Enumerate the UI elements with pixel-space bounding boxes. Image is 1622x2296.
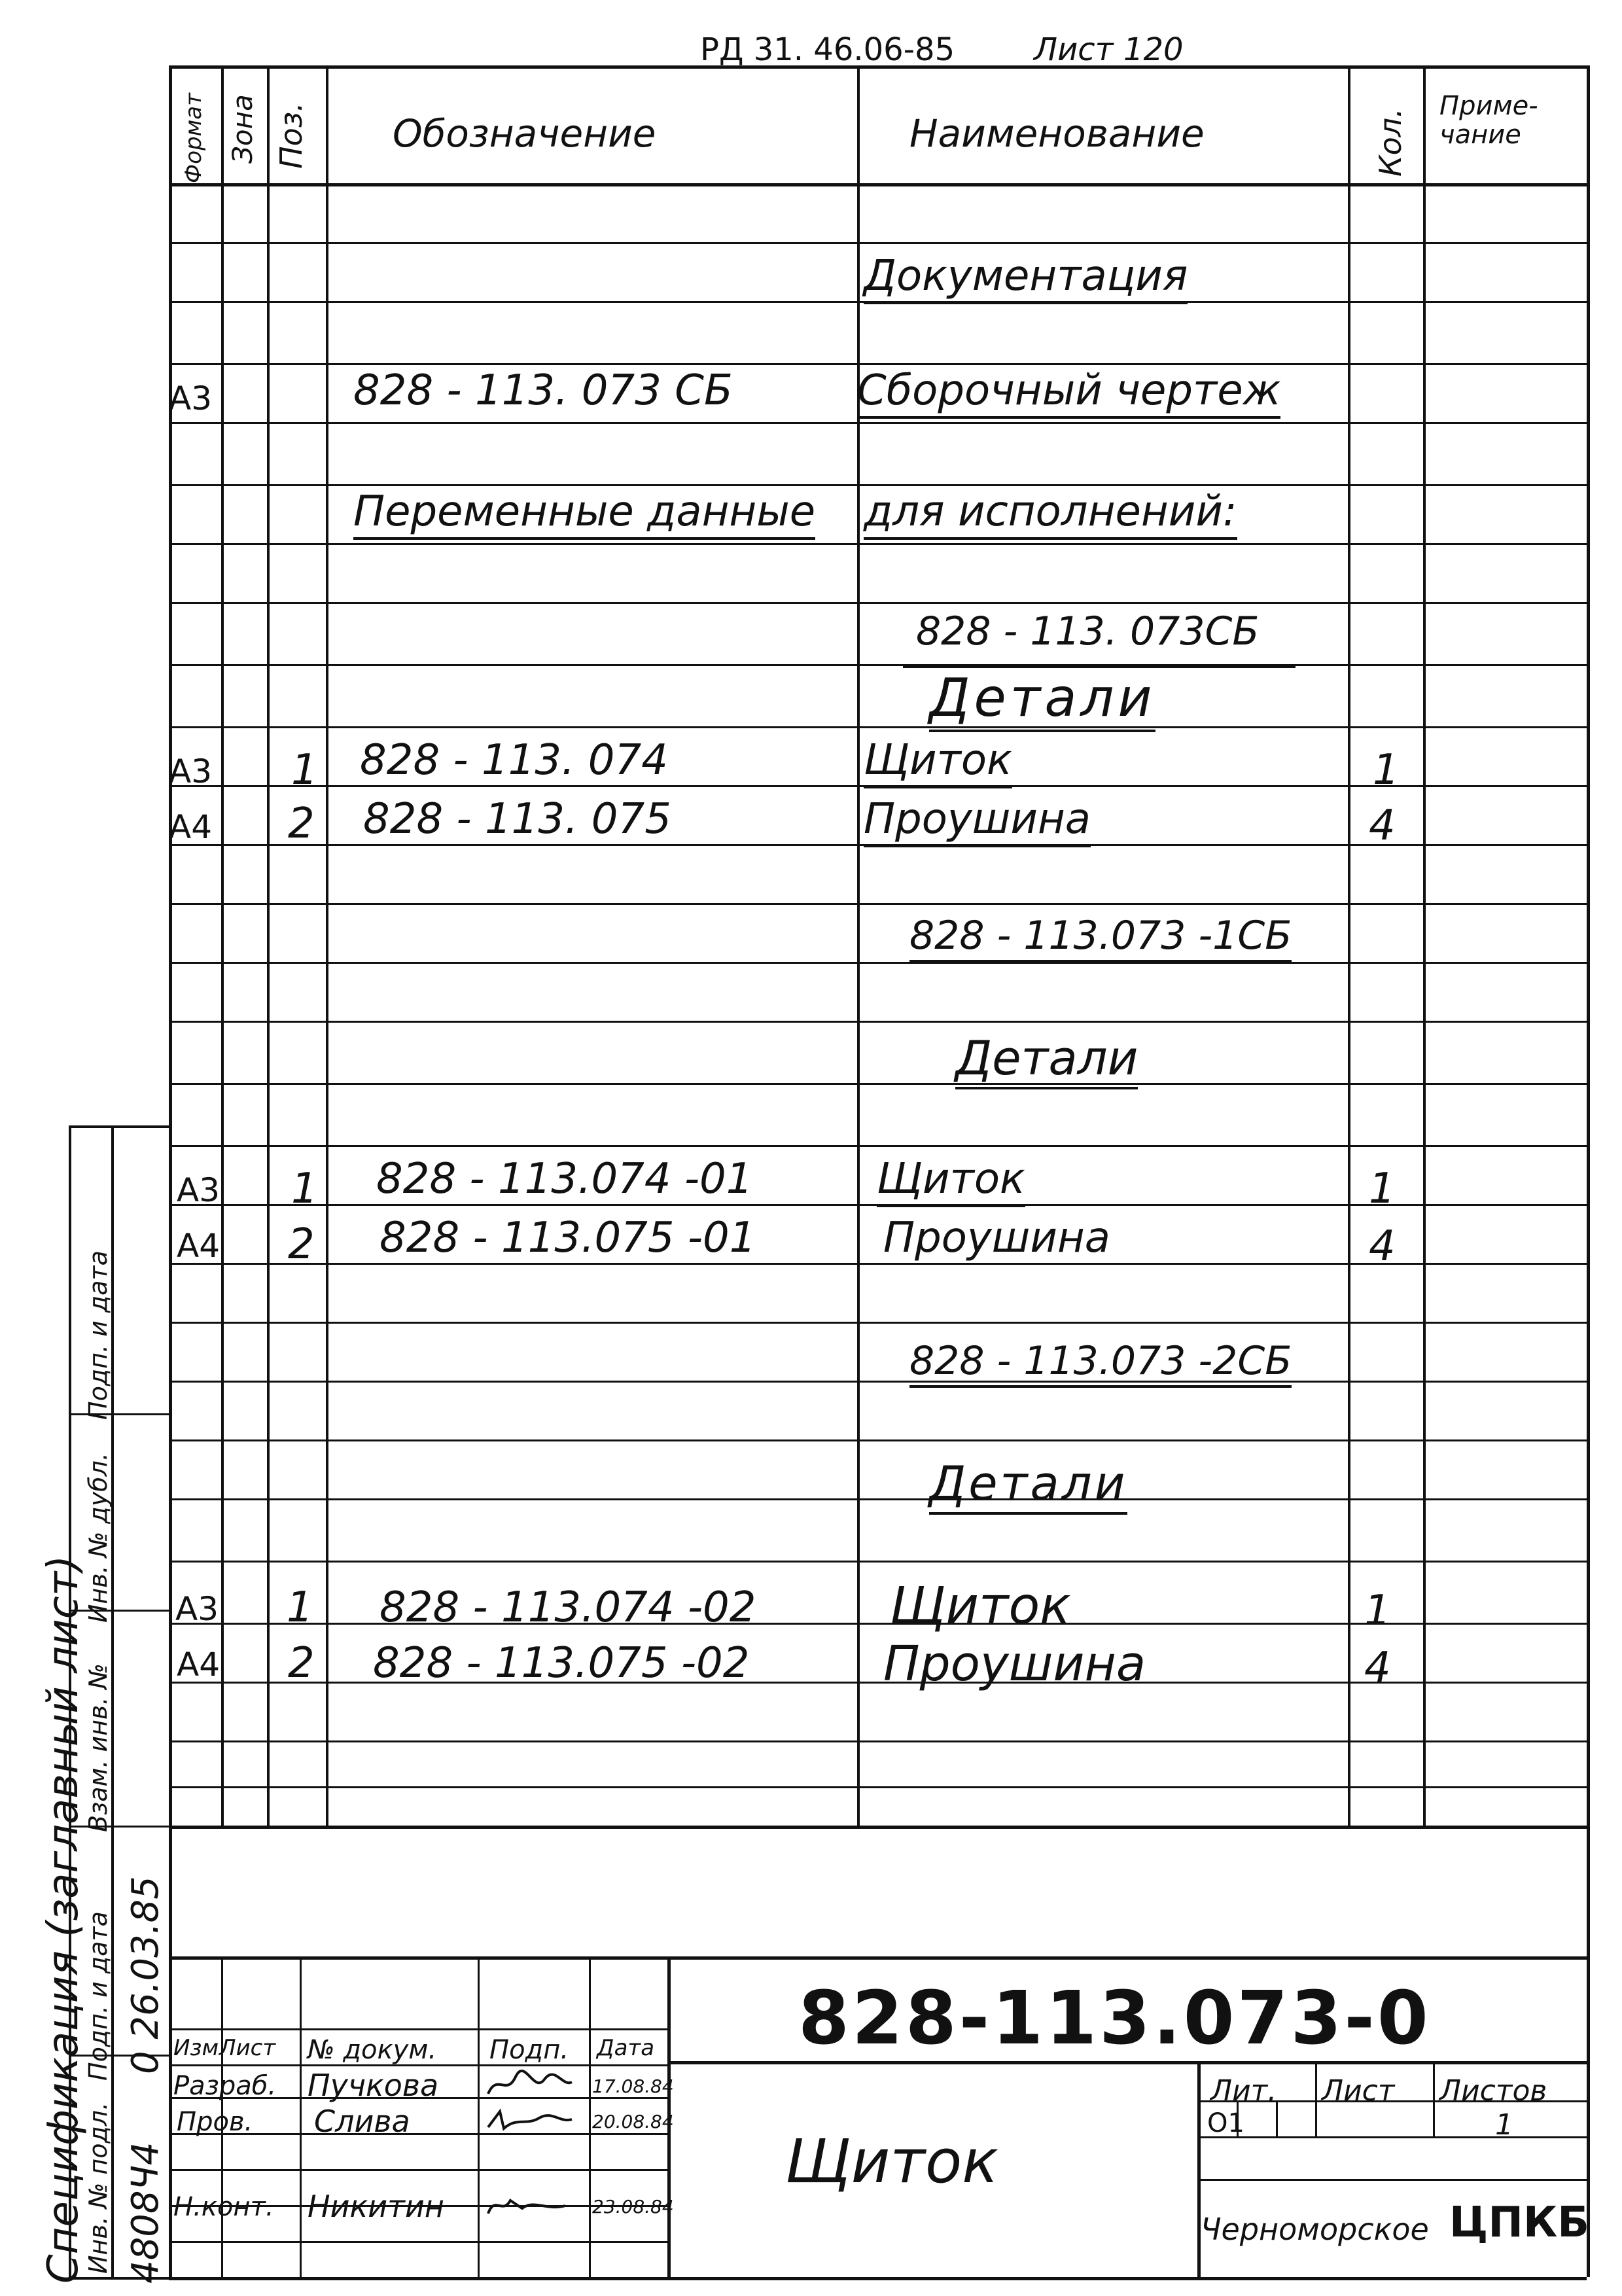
col-header-designation: Обозначение: [393, 111, 656, 156]
grid-hline: [169, 602, 1587, 604]
section-details: Детали: [929, 667, 1155, 732]
grid-hline: [169, 1826, 1587, 1829]
grid-hline: [169, 484, 1587, 486]
col-header-qty: Кол.: [1373, 108, 1408, 177]
grid-hline: [169, 664, 1587, 666]
row-name: Проушина: [883, 1636, 1146, 1692]
row-format: А3: [177, 1171, 220, 1209]
tb-header-izm: Изм: [173, 2035, 219, 2061]
grid-hline: [169, 1083, 1587, 1085]
variable-data-left: Переменные данные: [353, 487, 815, 540]
grid-vline: [300, 1956, 302, 2277]
row-name: Проушина: [864, 795, 1091, 847]
row-name: Щиток: [864, 736, 1012, 788]
col-header-name: Наименование: [909, 111, 1205, 156]
side-label-inv-orig: Инв. № подл.: [84, 2102, 113, 2274]
normcontrol-signature-icon: [484, 2189, 569, 2221]
grid-hline: [169, 903, 1587, 905]
grid-hline: [169, 422, 1587, 424]
grid-hline: [169, 726, 1587, 728]
tb-name-developer: Пучкова: [308, 2068, 439, 2103]
variable-data-right: для исполнений:: [864, 487, 1237, 540]
row-designation: 828 - 113.075 -01: [379, 1214, 756, 1262]
tb-date-developer: 17.08.84: [592, 2075, 674, 2097]
section-details: Детали: [955, 1031, 1138, 1089]
grid-hline: [169, 1561, 1587, 1563]
side-label-dup-inv: Инв. № дубл.: [84, 1453, 113, 1623]
variant-code: 828 - 113.073 -2СБ: [909, 1338, 1292, 1388]
row-designation: 828 - 113.074 -02: [379, 1583, 756, 1632]
grid-vline: [1433, 2061, 1435, 2136]
row-qty: 4: [1369, 1222, 1396, 1271]
doc-reference: РД 31. 46.06-85: [700, 31, 955, 68]
row-pos: 1: [287, 1583, 313, 1632]
grid-hline: [169, 1956, 1587, 1960]
row-format: А4: [177, 1227, 220, 1265]
row-name: Проушина: [883, 1214, 1110, 1262]
document-code: 828-113.073-0: [798, 1976, 1431, 2061]
row-qty: 4: [1364, 1644, 1391, 1692]
row-designation: 828 - 113. 073 СБ: [353, 366, 733, 415]
tb-role-checker: Пров.: [177, 2107, 253, 2137]
grid-vline: [589, 1956, 591, 2277]
row-format: А3: [169, 380, 213, 417]
col-header-pos: Поз.: [273, 102, 309, 169]
grid-hline: [169, 2028, 667, 2030]
side-label-sign-date: Подп. и дата: [84, 1911, 113, 2081]
row-name: Щиток: [890, 1577, 1071, 1636]
grid-hline: [169, 543, 1587, 545]
side-label-sign-date-2: Подп. и дата: [84, 1250, 113, 1420]
row-pos: 1: [291, 746, 318, 794]
tb-org-abbr: ЦПКБ: [1449, 2199, 1590, 2247]
inventory-date: 0 26.03.85: [124, 1876, 167, 2074]
row-designation: 828 - 113. 074: [360, 736, 668, 785]
grid-hline: [169, 183, 1587, 186]
tb-header-date: Дата: [597, 2035, 655, 2061]
grid-vline: [221, 65, 224, 1826]
tb-sheets-value: 1: [1495, 2108, 1513, 2142]
row-designation: 828 - 113. 075: [363, 795, 671, 843]
row-pos: 2: [288, 1639, 315, 1687]
row-qty: 1: [1369, 1165, 1396, 1213]
variant-code: 828 - 113.073 -1СБ: [909, 913, 1292, 963]
tb-name-normcontrol: Никитин: [308, 2189, 444, 2224]
row-format: А4: [169, 808, 213, 846]
item-name: Щиток: [785, 2127, 998, 2197]
variant-code: 828 - 113. 073СБ: [916, 609, 1260, 654]
grid-hline: [69, 1125, 169, 1128]
grid-vline: [169, 1125, 171, 2277]
tb-sheets-label: Листов: [1439, 2074, 1547, 2108]
grid-hline: [169, 1498, 1587, 1500]
tb-header-list: Лист: [219, 2035, 276, 2061]
tb-lit-value: О1: [1207, 2108, 1244, 2138]
row-designation: 828 - 113.074 -01: [376, 1155, 753, 1203]
grid-hline: [169, 363, 1587, 365]
grid-hline: [169, 1021, 1587, 1023]
grid-hline: [169, 2277, 1587, 2280]
grid-hline: [169, 1439, 1587, 1441]
row-name: Сборочный чертеж: [857, 366, 1280, 419]
row-format: А3: [169, 752, 213, 790]
grid-hline: [169, 962, 1587, 964]
tb-lit-label: Лит.: [1210, 2074, 1277, 2108]
row-qty: 1: [1364, 1587, 1391, 1635]
section-documentation: Документация: [864, 252, 1188, 304]
grid-hline: [1197, 2136, 1587, 2138]
grid-vline: [1348, 65, 1350, 1826]
row-pos: 2: [288, 800, 315, 848]
checker-signature-icon: [484, 2104, 576, 2136]
grid-vline: [1587, 65, 1590, 2277]
grid-vline: [267, 65, 270, 1826]
side-label-replaced-inv: Взам. инв. №: [84, 1663, 113, 1832]
grid-vline: [478, 1956, 480, 2277]
grid-hline: [169, 1786, 1587, 1788]
grid-hline: [169, 242, 1587, 244]
row-format: А4: [177, 1646, 220, 1684]
inventory-number: 4808Ч4: [124, 2142, 167, 2284]
sheet-type-label: Спецификация (заглавный лист): [39, 1555, 88, 2284]
developer-signature-icon: [484, 2068, 576, 2100]
grid-hline: [667, 2061, 1587, 2064]
tb-org-name: Черноморское: [1201, 2212, 1429, 2247]
tb-role-developer: Разраб.: [173, 2071, 277, 2101]
row-designation: 828 - 113.075 -02: [373, 1639, 750, 1687]
tb-header-sign: Подп.: [489, 2035, 569, 2065]
col-header-zone: Зона: [226, 94, 258, 164]
row-pos: 1: [291, 1165, 318, 1213]
row-pos: 2: [288, 1220, 315, 1269]
grid-hline: [169, 2169, 667, 2171]
grid-hline: [169, 1145, 1587, 1147]
tb-role-normcontrol: Н.конт.: [173, 2192, 274, 2222]
col-header-note: Приме- чание: [1439, 91, 1538, 150]
grid-hline: [169, 1381, 1587, 1383]
grid-hline: [169, 1322, 1587, 1324]
grid-vline: [857, 65, 860, 1826]
grid-hline: [169, 65, 1587, 69]
row-format: А3: [175, 1590, 219, 1628]
row-qty: 4: [1369, 802, 1396, 850]
sheet-number: Лист 120: [1034, 31, 1184, 68]
grid-vline: [1315, 2061, 1317, 2136]
grid-hline: [169, 2241, 667, 2243]
tb-date-normcontrol: 23.08.84: [592, 2196, 674, 2217]
tb-date-checker: 20.08.84: [592, 2111, 674, 2132]
grid-hline: [169, 1740, 1587, 1742]
tb-header-doc: № докум.: [308, 2035, 437, 2065]
tb-name-checker: Слива: [314, 2104, 410, 2139]
tb-sheet-label: Лист: [1322, 2074, 1395, 2108]
grid-vline: [326, 65, 328, 1826]
grid-hline: [1197, 2179, 1587, 2181]
col-header-format: Формат: [181, 93, 207, 183]
section-details: Детали: [929, 1456, 1127, 1515]
row-name: Щиток: [877, 1155, 1025, 1207]
row-qty: 1: [1373, 746, 1400, 794]
grid-vline: [1423, 65, 1426, 1826]
